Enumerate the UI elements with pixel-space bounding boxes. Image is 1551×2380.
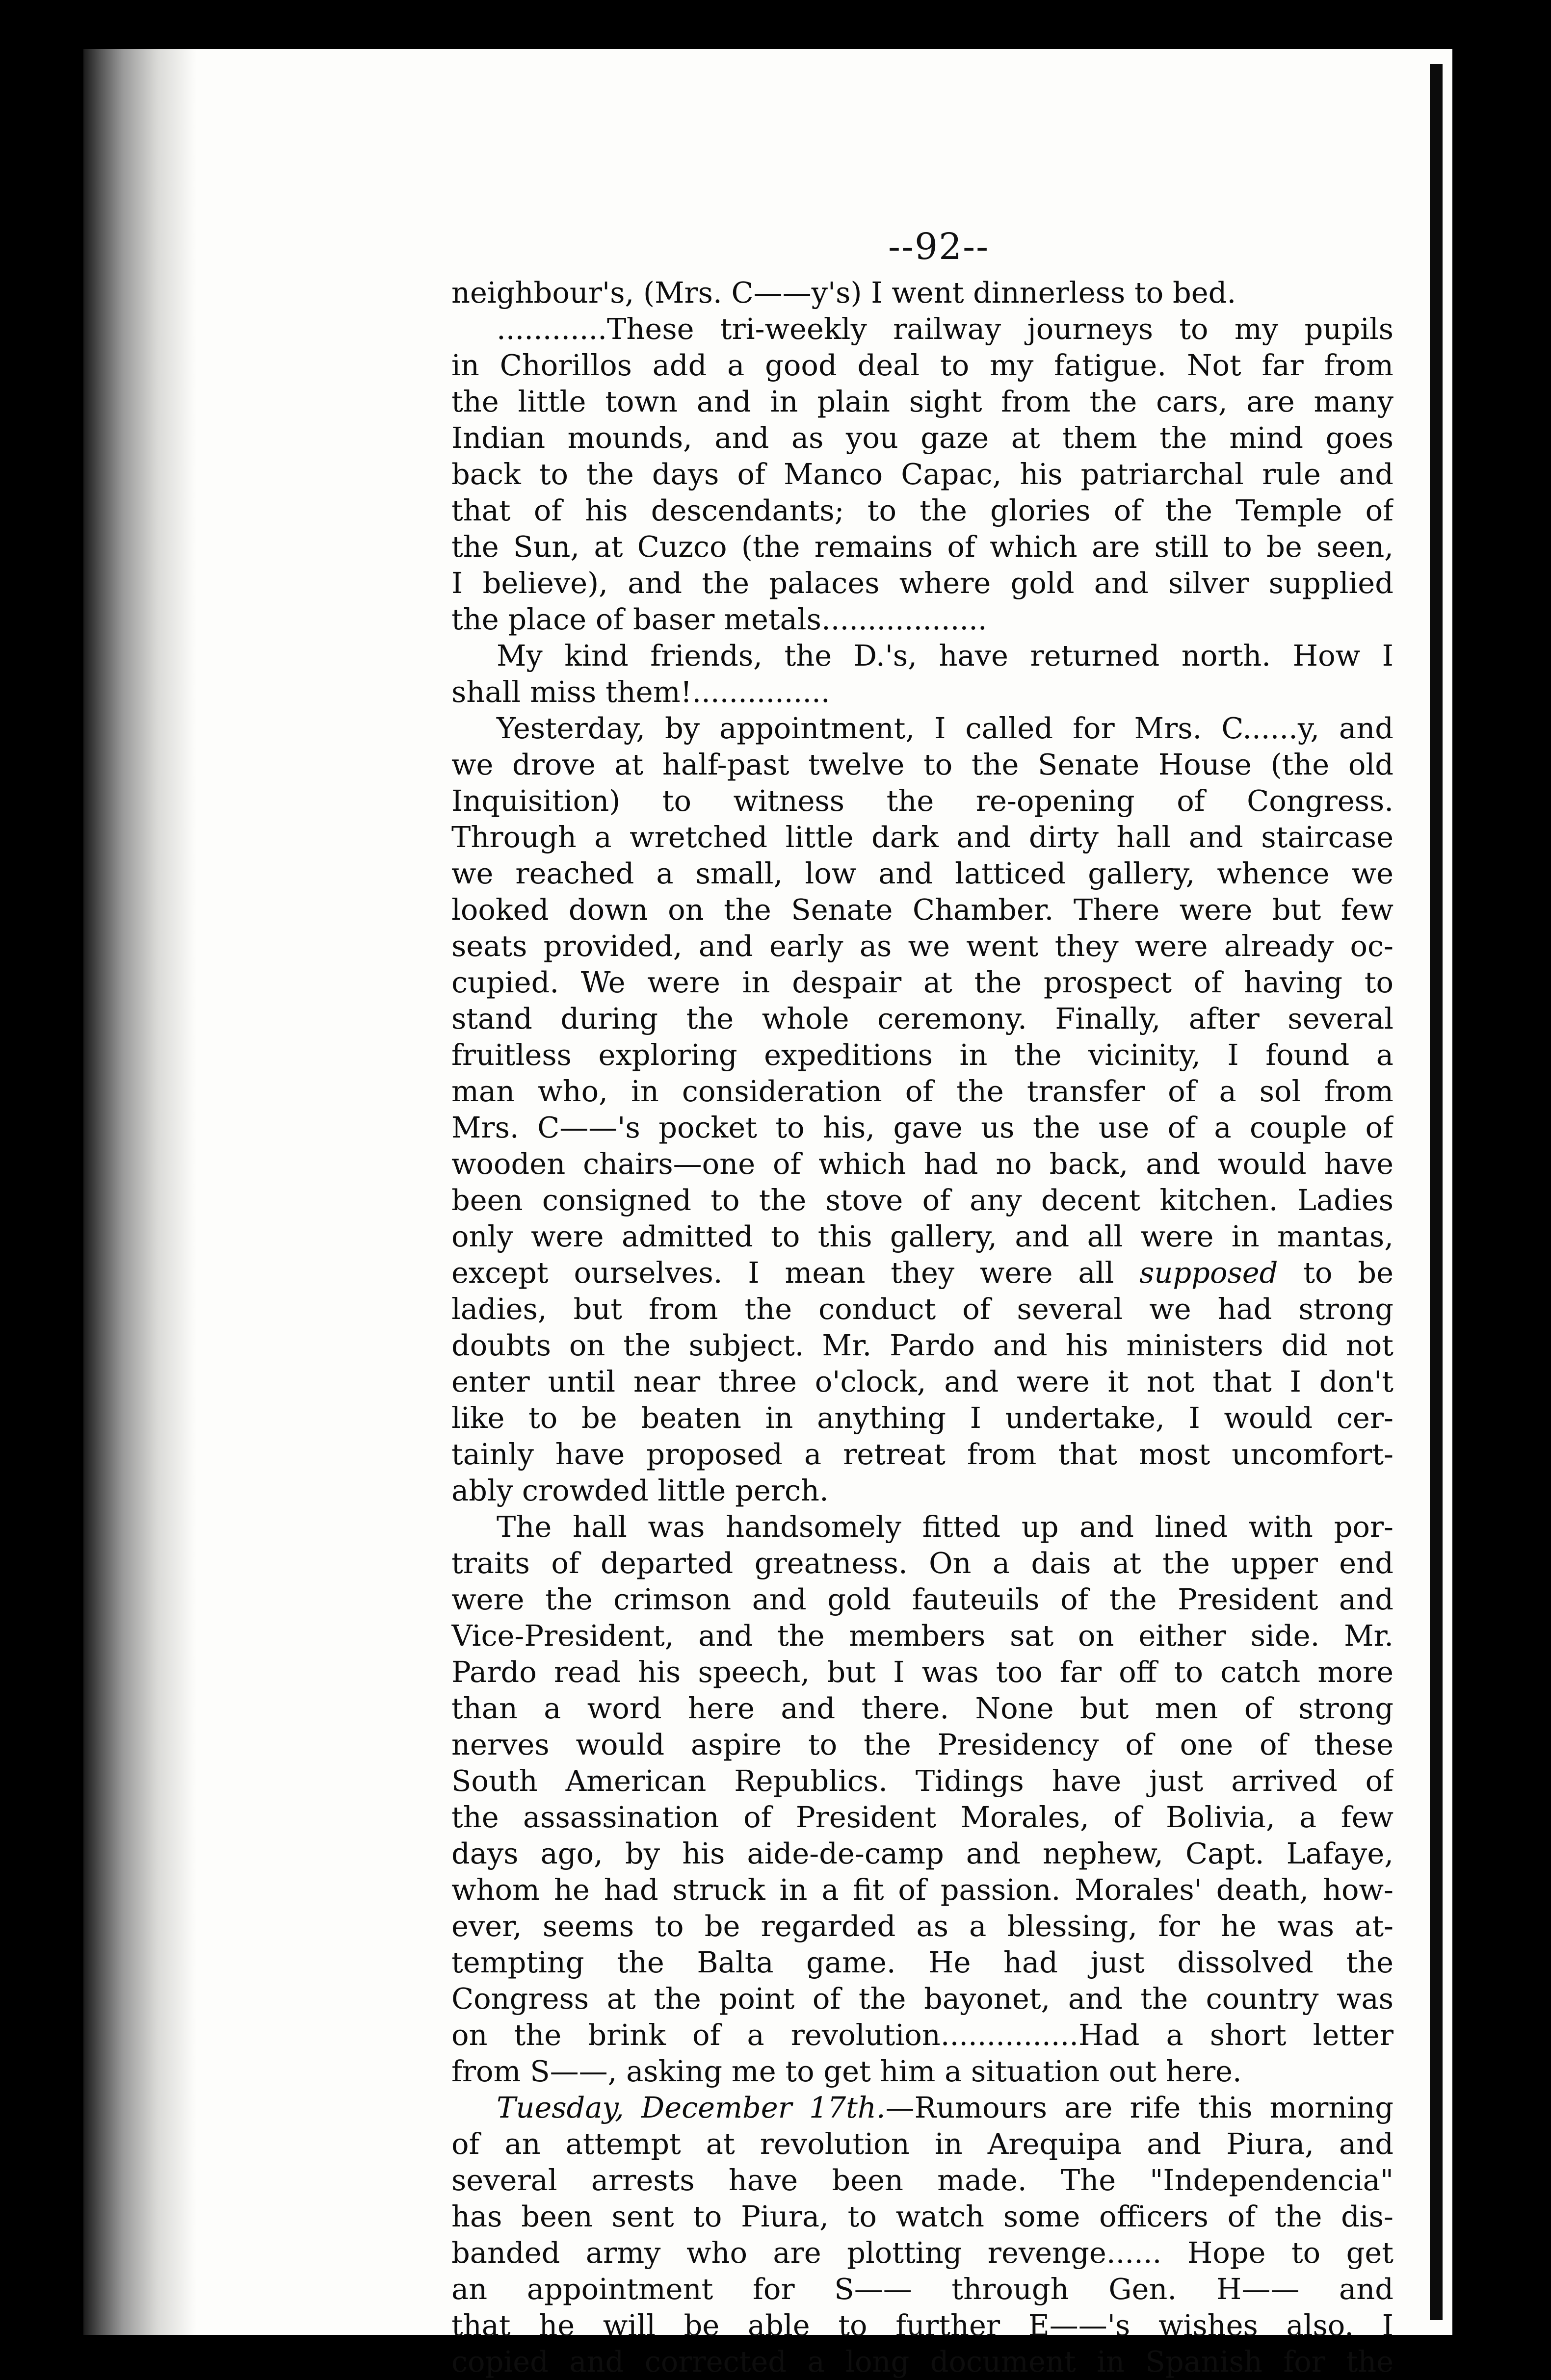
text-line-part: supposed (1139, 1256, 1278, 1290)
text-line: Congress at the point of the bayonet, and the country was (451, 1982, 1393, 2016)
text-line: Indian mounds, and as you gaze at them the mind goes (451, 421, 1393, 455)
text-line-part: except ourselves. I mean they were all (451, 1256, 1140, 1290)
page-gutter-shadow (83, 49, 196, 2335)
text-line: man who, in consideration of the transfer of a sol from (451, 1074, 1393, 1108)
text-line: in Chorillos add a good deal to my fatigue. Not far from (451, 348, 1393, 382)
text-line: we drove at half-past twelve to the Senate House (the old (451, 748, 1393, 781)
text-line: several arrests have been made. The "Independencia" (451, 2163, 1393, 2197)
text-line: cupied. We were in despair at the prospect of having to (451, 965, 1393, 999)
text-line: traits of departed greatness. On a dais at the upper end (451, 1546, 1393, 1580)
text-line: The hall was handsomely fitted up and lined with por- (497, 1510, 1393, 1544)
text-line: ............These tri-weekly railway journeys to my pupils (497, 312, 1393, 346)
text-line: the Sun, at Cuzco (the remains of which are still to be seen, (451, 530, 1393, 564)
page-edge-rule (1430, 64, 1443, 2320)
text-line-part: Tuesday, December 17th. (497, 2091, 886, 2124)
text-line: tempting the Balta game. He had just dissolved the (451, 1945, 1393, 1979)
text-line: the little town and in plain sight from the cars, are many (451, 385, 1393, 418)
page-number: --92-- (888, 226, 990, 268)
text-line: like to be beaten in anything I undertake, I would cer- (451, 1401, 1393, 1435)
text-line-part: to be (1278, 1256, 1393, 1290)
text-line: seats provided, and early as we went they were already oc- (451, 929, 1393, 963)
text-line: shall miss them!............... (451, 675, 830, 709)
text-line: from S——, asking me to get him a situation out here. (451, 2054, 1242, 2088)
text-line: My kind friends, the D.'s, have returned north. How I (497, 639, 1393, 673)
text-line: has been sent to Piura, to watch some officers of the dis- (451, 2199, 1393, 2233)
text-line: back to the days of Manco Capac, his patriarchal rule and (451, 457, 1393, 491)
text-line: ladies, but from the conduct of several we had strong (451, 1292, 1393, 1326)
text-line: been consigned to the stove of any decent kitchen. Ladies (451, 1183, 1393, 1217)
text-line: ably crowded little perch. (451, 1474, 829, 1507)
text-line: we reached a small, low and latticed gallery, whence we (451, 856, 1393, 890)
text-line: stand during the whole ceremony. Finally, after several (451, 1002, 1393, 1035)
text-line: looked down on the Senate Chamber. There were but few (451, 893, 1393, 927)
text-line: banded army who are plotting revenge...... Hope to get (451, 2236, 1393, 2270)
text-line (451, 1255, 1393, 1291)
text-line: Yesterday, by appointment, I called for Mrs. C......y, and (497, 711, 1393, 745)
text-line: doubts on the subject. Mr. Pardo and his ministers did not (451, 1328, 1393, 1362)
text-line: ever, seems to be regarded as a blessing, for he was at- (451, 1909, 1393, 1943)
text-line: South American Republics. Tidings have just arrived of (451, 1764, 1393, 1798)
text-line: that he will be able to further E——'s wishes also. I (451, 2308, 1393, 2342)
text-line: nerves would aspire to the Presidency of one of these (451, 1728, 1393, 1761)
text-line: on the brink of a revolution...............Had a short letter (451, 2018, 1393, 2052)
text-line: whom he had struck in a fit of passion. Morales' death, how- (451, 1873, 1393, 1907)
text-line: Pardo read his speech, but I was too far off to catch more (451, 1655, 1393, 1689)
text-line: an appointment for S—— through Gen. H—— and (451, 2272, 1393, 2306)
body-text (451, 275, 1393, 2380)
text-line: were the crimson and gold fauteuils of the President and (451, 1582, 1393, 1616)
text-line: neighbour's, (Mrs. C——y's) I went dinnerless to bed. (451, 276, 1236, 310)
text-line: only were admitted to this gallery, and all were in mantas, (451, 1219, 1393, 1253)
text-line: Vice-President, and the members sat on either side. Mr. (451, 1619, 1393, 1653)
text-line: I believe), and the palaces where gold and silver supplied (451, 566, 1393, 600)
text-line: the place of baser metals.................. (451, 602, 987, 636)
text-line: copied and corrected a long document in Spanish for the (451, 2345, 1393, 2379)
text-line (451, 2090, 1393, 2126)
text-line: the assassination of President Morales, of Bolivia, a few (451, 1800, 1393, 1834)
text-line: enter until near three o'clock, and were it not that I don't (451, 1365, 1393, 1398)
text-line: tainly have proposed a retreat from that most uncomfort- (451, 1437, 1393, 1471)
text-line: Inquisition) to witness the re-opening of Congress. (451, 784, 1393, 818)
text-line: fruitless exploring expeditions in the vicinity, I found a (451, 1038, 1393, 1072)
text-line: than a word here and there. None but men of strong (451, 1691, 1393, 1725)
text-line: wooden chairs—one of which had no back, and would have (451, 1147, 1393, 1181)
text-line: Mrs. C——'s pocket to his, gave us the use of a couple of (451, 1111, 1393, 1144)
text-line-part: —Rumours are rife this morning (885, 2091, 1393, 2124)
text-line: Through a wretched little dark and dirty hall and staircase (451, 820, 1393, 854)
text-line: of an attempt at revolution in Arequipa and Piura, and (451, 2127, 1393, 2161)
text-line: that of his descendants; to the glories of the Temple of (451, 493, 1393, 527)
text-line: days ago, by his aide-de-camp and nephew, Capt. Lafaye, (451, 1837, 1393, 1870)
